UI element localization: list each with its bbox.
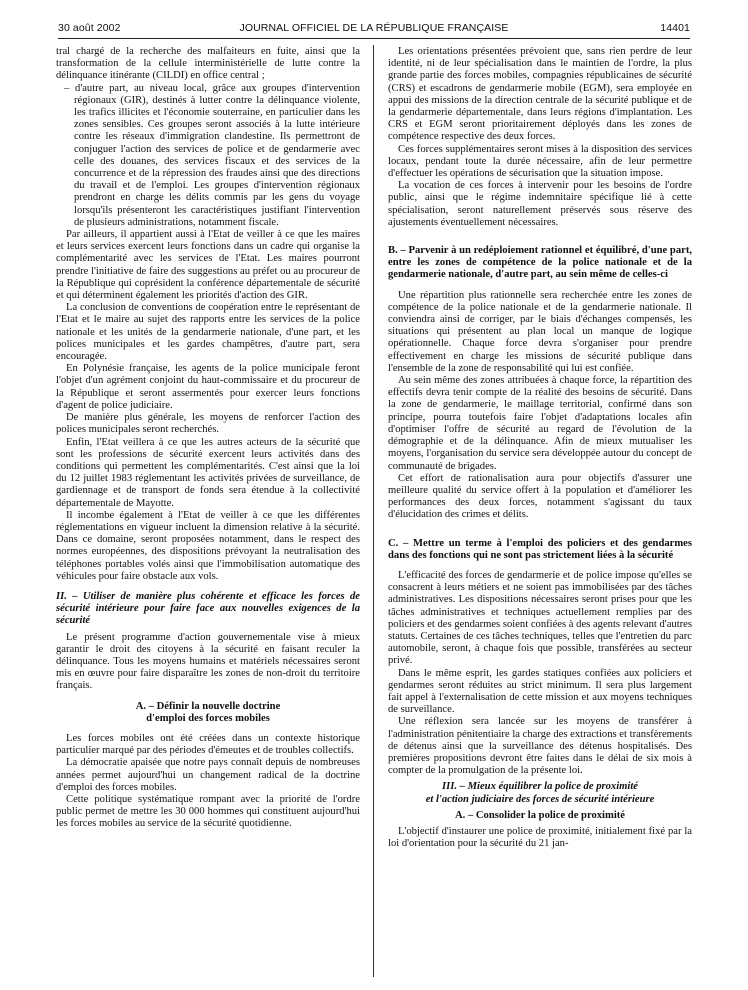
page-header bbox=[58, 20, 690, 40]
column-divider bbox=[373, 45, 374, 977]
paragraph: En Polynésie française, les agents de la police municipale feront l'objet d'un agrément conjoint du haut-commissaire et du procureur de la République et seront assermentés pour exercer leurs fonctions d'agent de police judiciaire. bbox=[56, 363, 360, 411]
spacer bbox=[388, 282, 692, 290]
subsection-heading: d'emploi des forces mobiles bbox=[146, 712, 270, 724]
issue-date: 30 août 2002 bbox=[58, 22, 121, 34]
spacer bbox=[56, 583, 360, 591]
paragraph: Cet effort de rationalisation aura pour objectifs d'assurer une meilleure qualité du service offert à la population et d'améliorer les performances des deux forces, notamment s'agissant du taux d'élucidation des crimes et délits. bbox=[388, 472, 692, 521]
paragraph: Enfin, l'Etat veillera à ce que les autres acteurs de la sécurité que sont les professions de sécurité exercent leurs activités dans des conditions qui permettent les complémentarités. C'est ainsi que la loi du 12 juillet 1983 réglementant les activités privées de surveillance, de gardiennage et de transport de fonds sera étendue à la collectivité départementale de Mayotte. bbox=[56, 436, 360, 509]
section-heading: II. – Utiliser de manière plus cohérente et efficace les forces de sécurité intérieure pour faire face aux nouvelles exigences de la sécurité bbox=[56, 590, 360, 627]
paragraph: Cette politique systématique rompant avec la priorité de l'ordre public permet de mettre les 30 000 hommes qui constituent aujourd'hui les forces mobiles au service de la sécurité quotidienne. bbox=[56, 793, 360, 830]
spacer bbox=[388, 562, 692, 570]
spacer bbox=[388, 530, 692, 538]
paragraph: Une répartition plus rationnelle sera recherchée entre les zones de compétence de la police nationale et de la gendarmerie nationale. Il conviendra ainsi de corriger, par le biais d'échanges compensés, les situations qui présentent au plan local un manque de logique opérationnelle. Chaque force devra s'organiser pour prendre effectivement en charge les missions de sécurité publique dans l'ensemble de la zone de responsabilité qui lui est confiée. bbox=[388, 289, 692, 374]
paragraph: Il incombe également à l'Etat de veiller à ce que les différentes réglementations en vigueur incluent la dimension relative à la sécurité. Dans ce domaine, seront proposées notamment, dans le respect des normes européennes, des dispositions prévoyant la neutralisation des téléphones portables volés ainsi que l'immobilisation automatique des véhicules pour faire obstacle aux vols. bbox=[56, 509, 360, 582]
paragraph: L'objectif d'instaurer une police de proximité, initialement fixé par la loi d'orientation pour la sécurité du 21 jan- bbox=[388, 825, 692, 850]
spacer bbox=[56, 725, 360, 733]
page-number: 14401 bbox=[660, 22, 690, 34]
paragraph: Une réflexion sera lancée sur les moyens de transférer à l'administration pénitentiaire la charge des extractions et transfèrements de détenus ainsi que la surveillance des détenus hospitalisés. Des premières propositions devront être faites dans le délai de six mois à compter de la promulgation de la présente loi. bbox=[388, 716, 692, 777]
paragraph: Au sein même des zones attribuées à chaque force, la répartition des effectifs devra tenir compte de la réalité des besoins de sécurité. Dans la zone de gendarmerie, le maillage territorial, confirmé dans son principe, pourra toutefois faire l'objet d'adaptations locales afin d'optimiser l'offre de sécurité au regard de l'évolution de la démographie et de la délinquance. Afin de mieux mutualiser les moyens, l'organisation du service sera développée autour du concept de communauté de brigades. bbox=[388, 375, 692, 472]
list-item: – d'autre part, au niveau local, grâce aux groupes d'intervention régionaux (GIR), destinés à lutter contre la délinquance violente, les trafics illicites et l'économie souterraine, en particulier dans les zones sensibles. Ces groupes seront associés à la lutte intérieure contre les réseaux d'immigration clandestine. Ils permettront de conjuguer l'action des services de police et de gendarmerie avec celle des douanes, des services fiscaux et des services de la concurrence et de la répression des fraudes ainsi que des directions du travail et de l'emploi. Les groupes d'intervention régionaux prendront en charge les délits commis par les gens du voyage lorsqu'ils présenteront les caractéristiques justifiant l'intervention de plusieurs administrations, notamment fiscale. bbox=[64, 82, 360, 228]
paragraph: L'efficacité des forces de gendarmerie et de police impose qu'elles se consacrent à leurs métiers et ne soient pas immobilisées par des tâches administratives. Les dispositions nécessaires seront prises pour que les tâches administratives et techniques actuellement remplies par des policiers et des gendarmes soient confiées à des agents relevant d'autres statuts. Certaines de ces tâches techniques, telles que l'entretien du parc automobile, seront, à chaque fois que possible, transférées au secteur privé. bbox=[388, 569, 692, 667]
journal-title: JOURNAL OFFICIEL DE LA RÉPUBLIQUE FRANÇAISE bbox=[239, 22, 509, 34]
paragraph: La conclusion de conventions de coopération entre le représentant de l'Etat et le maire au sujet des rapports entre les services de la police nationale et les unités de la gendarmerie nationale, d'une part, et les polices municipales et les gardes champêtres, d'autre part, sera encouragée. bbox=[56, 302, 360, 363]
spacer bbox=[388, 237, 692, 245]
paragraph: Dans le même esprit, les gardes statiques confiées aux policiers et gendarmes seront réduites au strict minimum. Il sera plus largement fait appel à l'externalisation de cette mission et aux moyens techniques de surveillance. bbox=[388, 667, 692, 716]
header-rule bbox=[58, 38, 690, 39]
paragraph: Les orientations présentées prévoient que, sans rien perdre de leur identité, ni de leur spécialisation dans le maintien de l'ordre, la plus grande partie des forces mobiles, compagnies républicaines de sécurité (CRS) et escadrons de gendarmerie mobile (EGM), sera employée en appui des missions de la direction centrale de la sécurité publique et de la gendarmerie départementale, dans leurs régions d'implantation. Les CRS et EGM seront prioritairement déployés dans les zones de compétence respective des deux forces. bbox=[388, 46, 692, 143]
paragraph: tral chargé de la recherche des malfaiteurs en fuite, ainsi que la transformation de la cellule interministérielle de lutte contre la délinquance itinérante (CILDI) en office central ; bbox=[56, 46, 360, 82]
subsection-heading: III. – Mieux équilibrer la police de proximité bbox=[442, 781, 638, 793]
paragraph: La vocation de ces forces à intervenir pour les besoins de l'ordre public, ainsi que le régime indemnitaire spécifique lié à cette spécialisation, seront naturellement préservés sous réserve des ajustements éventuellement nécessaires. bbox=[388, 180, 692, 228]
right-column bbox=[388, 46, 692, 850]
section-heading: C. – Mettre un terme à l'emploi des policiers et des gendarmes dans des fonctions qui ne sont pas strictement liées à la sécurité bbox=[388, 537, 692, 561]
paragraph: Les forces mobiles ont été créées dans un contexte historique particulier marqué par des périodes d'émeutes et de troubles collectifs. bbox=[56, 732, 360, 757]
subsection-heading: et l'action judiciaire des forces de sécurité intérieure bbox=[425, 793, 655, 805]
paragraph: Le présent programme d'action gouvernementale vise à mieux garantir le droit des citoyens à la sécurité en faisant reculer la délinquance. Tous les moyens humains et matériels nécessaires seront mis en œuvre pour faire disparaître les zones de non-droit du territoire français. bbox=[56, 631, 360, 692]
subsection-heading: A. – Définir la nouvelle doctrine bbox=[135, 700, 281, 712]
paragraph: De manière plus générale, les moyens de renforcer l'action des polices municipales seront recherchés. bbox=[56, 412, 360, 436]
paragraph: Ces forces supplémentaires seront mises à la disposition des services locaux, pendant toute la durée nécessaire, afin de leur permettre d'effectuer les opérations de sécurisation que la situation impose. bbox=[388, 143, 692, 180]
spacer bbox=[388, 229, 692, 237]
left-column bbox=[56, 46, 360, 831]
spacer bbox=[388, 522, 692, 530]
paragraph: Par ailleurs, il appartient aussi à l'Etat de veiller à ce que les maires et leurs services exercent leurs fonctions dans un cadre qui organise la complémentarité avec les services de l'Etat. Les maires pourront prendre l'initiative de faire des suggestions au préfet ou au procureur de la République qui coprésident la conférence départementale de sécurité et qui déterminent également les priorités d'action des GIR. bbox=[56, 229, 360, 302]
subsection-heading: A. – Consolider la police de proximité bbox=[455, 809, 625, 821]
section-heading: B. – Parvenir à un redéploiement rationnel et équilibré, d'une part, entre les zones de compétence de la police nationale et de la gendarmerie nationale, d'autre part, au sein même de celles-ci bbox=[388, 245, 692, 281]
paragraph: La démocratie apaisée que notre pays connaît depuis de nombreuses années permet aujourd'hui un changement radical de la doctrine d'emploi des forces mobiles. bbox=[56, 757, 360, 793]
spacer bbox=[56, 693, 360, 701]
